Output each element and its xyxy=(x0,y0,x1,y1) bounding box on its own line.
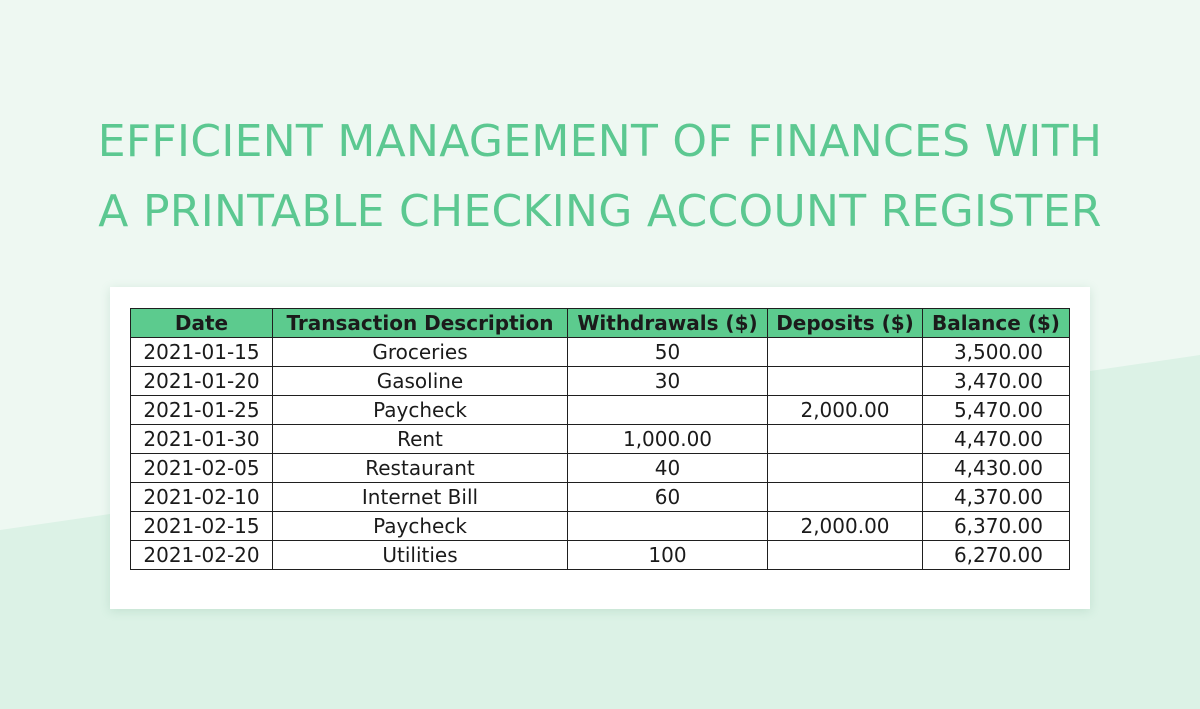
table-row xyxy=(131,454,1070,483)
header-row xyxy=(131,309,1070,338)
cell-balance: 5,470.00 xyxy=(923,396,1070,425)
cell-withdrawal: 30 xyxy=(568,367,768,396)
cell-date: 2021-01-30 xyxy=(131,425,273,454)
cell-description: Groceries xyxy=(273,338,568,367)
cell-deposit: 2,000.00 xyxy=(768,512,923,541)
cell-deposit xyxy=(768,541,923,570)
table-row xyxy=(131,425,1070,454)
table-row xyxy=(131,483,1070,512)
cell-deposit xyxy=(768,367,923,396)
table-row xyxy=(131,338,1070,367)
cell-withdrawal xyxy=(568,512,768,541)
cell-description: Rent xyxy=(273,425,568,454)
cell-balance: 4,370.00 xyxy=(923,483,1070,512)
cell-date: 2021-01-25 xyxy=(131,396,273,425)
cell-date: 2021-02-05 xyxy=(131,454,273,483)
cell-deposit xyxy=(768,454,923,483)
cell-date: 2021-02-10 xyxy=(131,483,273,512)
cell-withdrawal: 1,000.00 xyxy=(568,425,768,454)
table-row xyxy=(131,541,1070,570)
header-date: Date xyxy=(131,309,273,338)
cell-balance: 6,370.00 xyxy=(923,512,1070,541)
cell-deposit xyxy=(768,338,923,367)
header-withdrawals: Withdrawals ($) xyxy=(568,309,768,338)
cell-balance: 3,470.00 xyxy=(923,367,1070,396)
cell-description: Paycheck xyxy=(273,396,568,425)
cell-withdrawal: 50 xyxy=(568,338,768,367)
checking-register-table xyxy=(130,308,1070,570)
cell-deposit: 2,000.00 xyxy=(768,396,923,425)
table-row xyxy=(131,396,1070,425)
cell-description: Gasoline xyxy=(273,367,568,396)
cell-description: Internet Bill xyxy=(273,483,568,512)
cell-description: Paycheck xyxy=(273,512,568,541)
cell-date: 2021-01-15 xyxy=(131,338,273,367)
register-sheet xyxy=(110,287,1090,609)
header-balance: Balance ($) xyxy=(923,309,1070,338)
table-row xyxy=(131,512,1070,541)
table-row xyxy=(131,367,1070,396)
page-title-line-1: EFFICIENT MANAGEMENT OF FINANCES WITH xyxy=(97,116,1103,167)
cell-description: Utilities xyxy=(273,541,568,570)
cell-date: 2021-02-20 xyxy=(131,541,273,570)
cell-deposit xyxy=(768,483,923,512)
cell-balance: 6,270.00 xyxy=(923,541,1070,570)
cell-balance: 4,430.00 xyxy=(923,454,1070,483)
page-title xyxy=(0,107,1200,247)
cell-date: 2021-01-20 xyxy=(131,367,273,396)
cell-date: 2021-02-15 xyxy=(131,512,273,541)
cell-withdrawal: 60 xyxy=(568,483,768,512)
page-title-line-2: A PRINTABLE CHECKING ACCOUNT REGISTER xyxy=(98,186,1102,237)
cell-balance: 3,500.00 xyxy=(923,338,1070,367)
cell-withdrawal: 100 xyxy=(568,541,768,570)
cell-withdrawal xyxy=(568,396,768,425)
cell-balance: 4,470.00 xyxy=(923,425,1070,454)
cell-description: Restaurant xyxy=(273,454,568,483)
header-deposits: Deposits ($) xyxy=(768,309,923,338)
header-description: Transaction Description xyxy=(273,309,568,338)
cell-withdrawal: 40 xyxy=(568,454,768,483)
cell-deposit xyxy=(768,425,923,454)
